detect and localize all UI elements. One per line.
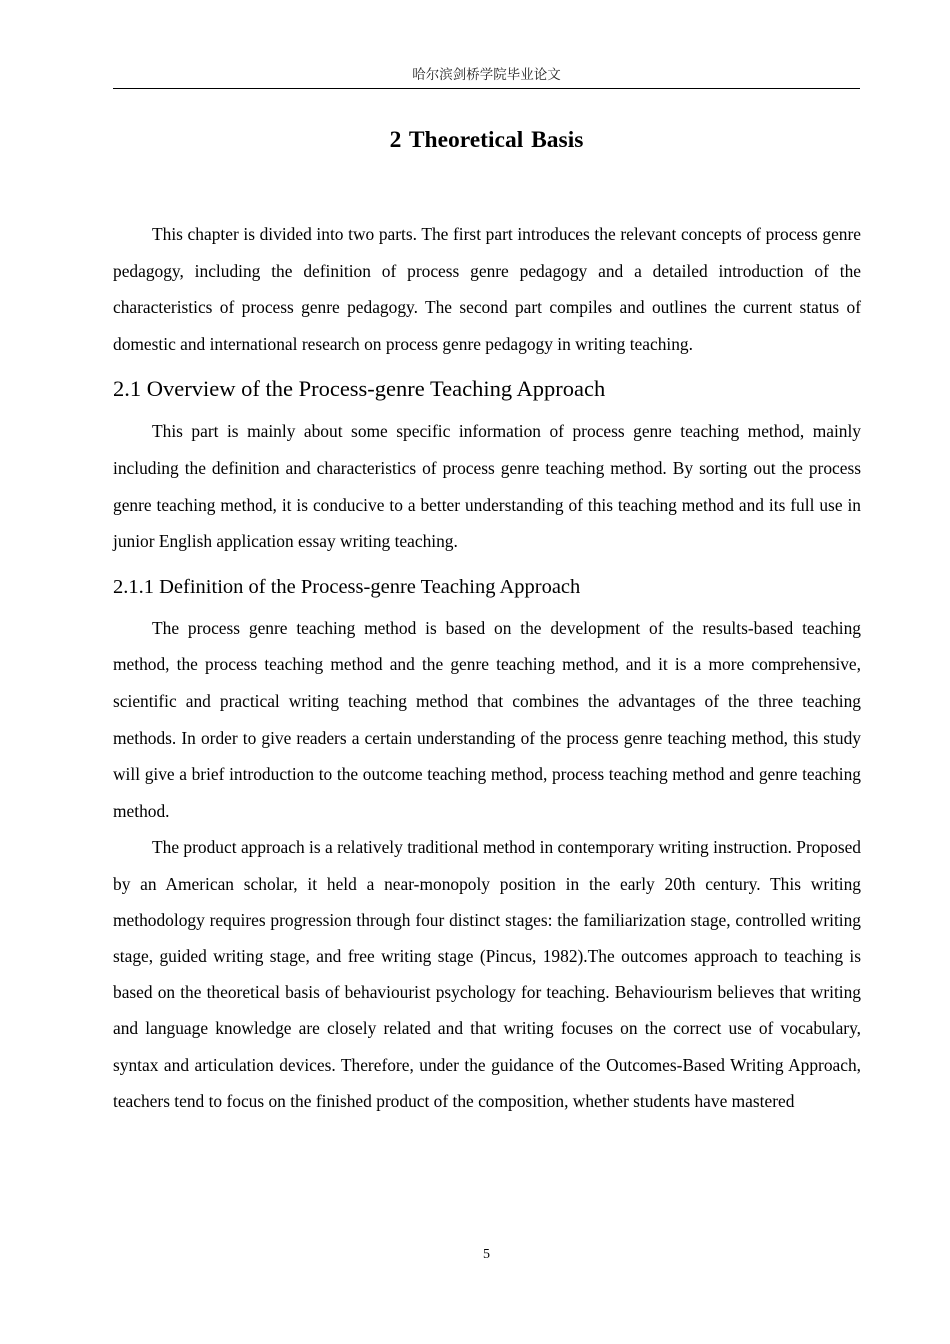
overview-paragraph: This part is mainly about some specific information of process genre teaching method, mainly including the definition and characteristics of process genre teaching method. By sorting out the process genre teaching method, it is conducive to a better understanding of this teaching method and its full use in junior English application essay writing teaching. [113,421,861,552]
section-heading-2-1: 2.1 Overview of the Process-genre Teaching Approach [113,376,606,402]
running-header: 哈尔滨剑桥学院毕业论文 [113,66,860,89]
intro-paragraph: This chapter is divided into two parts. The first part introduces the relevant concepts of process genre pedagogy, including the definition of process genre pedagogy and a detailed introduction of the characteristics of process genre pedagogy. The second part compiles and outlines the current status of domestic and international research on process genre pedagogy in writing teaching. [113,224,861,354]
product-approach-paragraph: The product approach is a relatively traditional method in contemporary writing instruction. Proposed by an American scholar, it held a near-monopoly position in the early 20th century. This writing methodology requires progression through four distinct stages: the familiarization stage, controlled writing stage, guided writing stage, and free writing stage (Pincus, 1982).The outcomes approach to teaching is based on the theoretical basis of behaviourist psychology for teaching. Behaviourism believes that writing and language knowledge are closely related and that writing focuses on the correct use of vocabulary, syntax and articulation devices. Therefore, under the guidance of the Outcomes-Based Writing Approach, teachers tend to focus on the finished product of the composition, whether students have mastered [113,837,861,1111]
body-text [113,216,861,1119]
definition-paragraph: The process genre teaching method is based on the development of the results-based teaching method, the process teaching method and the genre teaching method, and it is a more comprehensive, scientific and practical writing teaching method that combines the advantages of the three teaching methods. In order to give readers a certain understanding of the process genre teaching method, this study will give a brief introduction to the outcome teaching method, process teaching method and genre teaching method. [113,617,861,821]
page-number: 5 [483,1247,490,1262]
subsection-heading-2-1-1: 2.1.1 Definition of the Process-genre Teaching Approach [113,575,581,598]
chapter-title: 2 Theoretical Basis [389,127,584,153]
